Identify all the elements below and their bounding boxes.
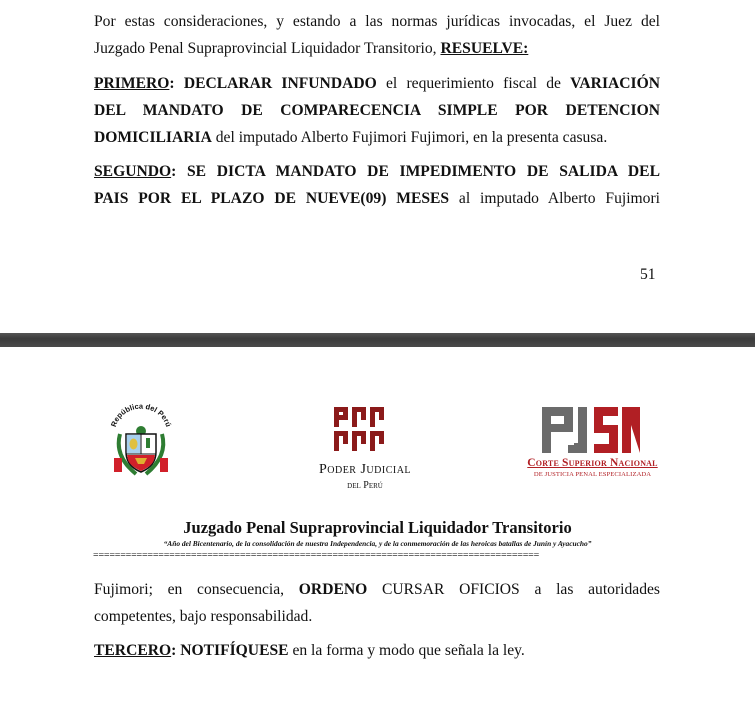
primero-label: PRIMERO (94, 75, 170, 92)
tercero-paragraph (94, 637, 660, 664)
segundo-bold-1: SE DICTA MANDATO DE IMPEDIMENTO DE SALIDA DEL (176, 163, 660, 180)
primero-line-1 (94, 70, 660, 97)
intro-line-2-text: Juzgado Penal Supraprovincial Liquidador Transitorio, (94, 40, 441, 57)
page-number: 51 (640, 266, 656, 283)
poder-judicial-logo-icon (330, 405, 394, 455)
ordeno-bold: ORDENO (298, 581, 368, 598)
primero-colon: : (169, 75, 175, 92)
year-motto: “Año del Bicentenario, de la consolidación de nuestra Independencia, y de la conmemoración de las heroicas batallas de Junín y Ayacucho” (163, 539, 592, 548)
corte-superior-nacional-logo-icon (538, 405, 648, 455)
primero-bold-3: DEL MANDATO DE COMPARECENCIA SIMPLE POR DETENCION (94, 102, 660, 119)
primero-text-3: del imputado Alberto Fujimori Fujimori, en la presenta casusa. (211, 129, 608, 146)
continuation-text-1: Fujimori; en consecuencia, (94, 581, 299, 598)
continuation-paragraph (94, 576, 660, 630)
segundo-text-2: al imputado Alberto Fujimori (449, 190, 660, 207)
emblem-text: República del Perú (108, 401, 174, 429)
segundo-line-1 (94, 158, 660, 185)
primero-bold-1: DECLARAR INFUNDADO (174, 75, 377, 92)
intro-paragraph (94, 8, 660, 62)
primero-line-2 (94, 97, 660, 124)
resuelve-heading: RESUELVE: (440, 40, 529, 57)
intro-line-2 (94, 35, 660, 62)
primero-paragraph (94, 70, 660, 151)
tercero-colon: : (171, 642, 177, 659)
tercero-text: en la forma y modo que señala la ley. (288, 642, 525, 659)
notifiquese-bold: NOTIFÍQUESE (176, 642, 289, 659)
primero-text-1: el requerimiento fiscal de (376, 75, 571, 92)
segundo-label: SEGUNDO (94, 163, 172, 180)
tercero-line (94, 637, 660, 664)
segundo-paragraph (94, 158, 660, 212)
primero-line-3 (94, 124, 660, 151)
segundo-bold-2: PAIS POR EL PLAZO DE NUEVE(09) MESES (94, 190, 450, 207)
continuation-line-1 (94, 576, 660, 603)
header-rule: ================================================================================== (93, 552, 540, 561)
segundo-colon: : (171, 163, 177, 180)
page-separator (0, 333, 755, 347)
court-title: Juzgado Penal Supraprovincial Liquidador Transitorio (183, 518, 572, 537)
primero-bold-4: DOMICILIARIA (94, 129, 212, 146)
corte-superior-subtitle: DE JUSTICIA PENAL ESPECIALIZADA (533, 471, 652, 478)
continuation-text-2: CURSAR OFICIOS a las autoridades (367, 581, 660, 598)
poder-judicial-name: Poder Judicial (318, 462, 412, 477)
peru-coat-of-arms-icon (106, 400, 176, 482)
continuation-line-2: competentes, bajo responsabilidad. (94, 608, 313, 625)
intro-line-1: Por estas consideraciones, y estando a las normas jurídicas invocadas, el Juez del (94, 13, 660, 30)
svg-text:República del Perú (109, 402, 173, 429)
segundo-line-2 (94, 185, 660, 212)
document-page-top (0, 0, 755, 333)
tercero-label: TERCERO (94, 642, 172, 659)
corte-superior-name: Corte Superior Nacional (527, 457, 658, 469)
poder-judicial-subtitle: del Perú (347, 480, 383, 491)
primero-bold-2: VARIACIÓN (570, 75, 660, 92)
